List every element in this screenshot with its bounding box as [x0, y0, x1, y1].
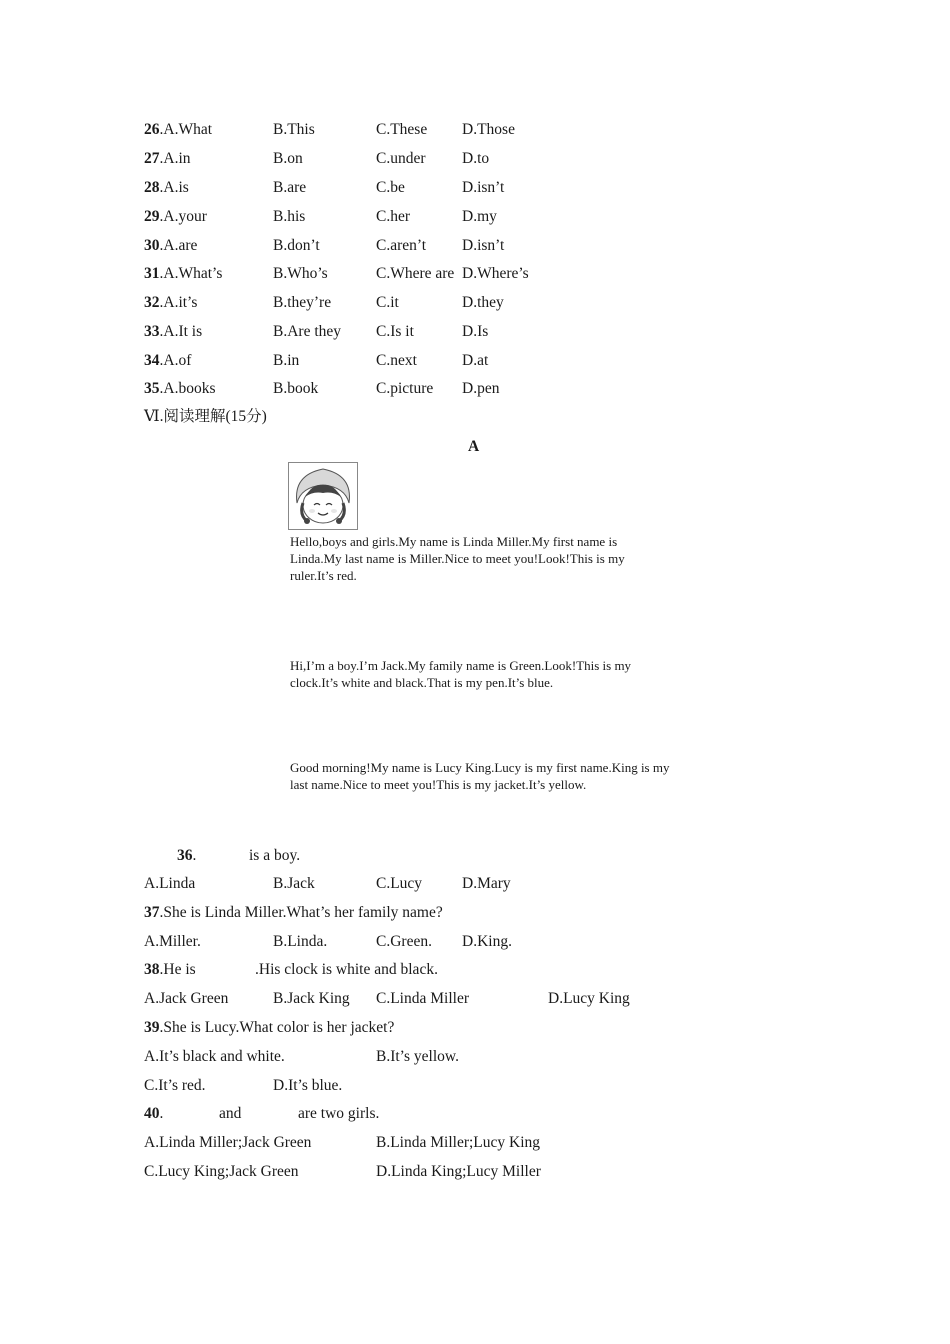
option-b: B.Linda Miller;Lucy King: [376, 1134, 541, 1151]
option-a: A.Linda: [144, 875, 196, 892]
question-40-stem: 40. and are two girls.: [0, 1102, 950, 1126]
option-b: B.Jack King: [273, 990, 350, 1007]
option-c: C.These: [376, 121, 428, 138]
question-number: 35: [144, 380, 160, 397]
question-number: 31: [144, 265, 160, 282]
option-a: .A.it’s: [159, 294, 198, 311]
question-39-options-1: [0, 1045, 950, 1069]
passage-label: A: [468, 438, 480, 455]
option-b: B.It’s yellow.: [376, 1048, 459, 1065]
option-b: B.are: [273, 179, 307, 196]
option-d: D.they: [462, 294, 504, 311]
option-a: .A.It is: [159, 323, 203, 340]
option-a: A.It’s black and white.: [144, 1048, 285, 1065]
question-number: 38: [144, 961, 160, 978]
option-a: .A.of: [159, 352, 192, 369]
option-a: .A.in: [159, 150, 191, 167]
section-title: Ⅵ.阅读理解(15分): [144, 408, 267, 425]
option-a: .A.are: [159, 237, 198, 254]
option-d: D.Those: [462, 121, 515, 138]
option-d: D.King.: [462, 933, 512, 950]
passage-linda: Hello,boys and girls.My name is Linda Miller.My first name is Linda.My last name is Miller.Nice to meet you!Look!This is my ruler.It’s red.: [290, 534, 625, 583]
girl-avatar-image: [288, 462, 358, 530]
option-a: .A.What’s: [159, 265, 223, 282]
question-number: 37: [144, 904, 160, 921]
option-a: A.Linda Miller;Jack Green: [144, 1134, 312, 1151]
question-number: 28: [144, 179, 160, 196]
question-31: [0, 262, 950, 286]
question-number: 39: [144, 1019, 160, 1036]
question-stem-text: is a boy.: [249, 847, 301, 864]
option-d: D.to: [462, 150, 490, 167]
question-number: 27: [144, 150, 160, 167]
question-35: [0, 377, 950, 401]
option-c: C.her: [376, 208, 411, 225]
option-d: D.pen: [462, 380, 500, 397]
option-d: D.It’s blue.: [273, 1077, 343, 1094]
option-c: C.be: [376, 179, 405, 196]
question-stem-and: and: [219, 1105, 242, 1122]
option-a: .A.books: [159, 380, 216, 397]
passage-jack: Hi,I’m a boy.I’m Jack.My family name is Green.Look!This is my clock.It’s white and black.That is my pen.It’s blue.: [290, 658, 632, 690]
option-a: A.Miller.: [144, 933, 201, 950]
question-40-options-2: [0, 1160, 950, 1184]
option-b: B.Who’s: [273, 265, 328, 282]
option-b: B.in: [273, 352, 300, 369]
option-b: B.his: [273, 208, 306, 225]
question-39-options-2: [0, 1074, 950, 1098]
option-c: C.Green.: [376, 933, 432, 950]
option-a: .A.What: [159, 121, 213, 138]
question-38-options: [0, 987, 950, 1011]
option-b: B.don’t: [273, 237, 320, 254]
option-a: .A.is: [159, 179, 189, 196]
option-d: D.Linda King;Lucy Miller: [376, 1163, 541, 1180]
option-c: C.It’s red.: [144, 1077, 206, 1094]
question-37-options: [0, 930, 950, 954]
question-29: [0, 205, 950, 229]
option-c: C.Where are: [376, 265, 455, 282]
question-number: 33: [144, 323, 160, 340]
question-number: 26: [144, 121, 160, 138]
question-38-stem: 38.He is .His clock is white and black.: [0, 958, 950, 982]
question-stem-text: are two girls.: [298, 1105, 380, 1122]
question-36-stem: 36. is a boy.: [0, 844, 950, 868]
option-c: C.under: [376, 150, 426, 167]
girl-face-icon: [289, 463, 357, 529]
option-b: B.This: [273, 121, 315, 138]
option-d: D.isn’t: [462, 179, 505, 196]
option-c: C.it: [376, 294, 399, 311]
question-32: [0, 291, 950, 315]
question-27: [0, 147, 950, 171]
question-34: [0, 349, 950, 373]
question-26: [0, 118, 950, 142]
option-b: B.Are they: [273, 323, 342, 340]
option-d: D.my: [462, 208, 497, 225]
question-39-stem: 39.She is Lucy.What color is her jacket?: [144, 1019, 395, 1036]
question-number: 40: [144, 1105, 160, 1122]
question-30: [0, 234, 950, 258]
option-c: C.picture: [376, 380, 434, 397]
option-b: B.they’re: [273, 294, 332, 311]
option-d: D.Where’s: [462, 265, 529, 282]
question-number: 34: [144, 352, 160, 369]
question-number: 30: [144, 237, 160, 254]
question-33: [0, 320, 950, 344]
option-a: .A.your: [159, 208, 207, 225]
question-number: 32: [144, 294, 160, 311]
option-d: D.at: [462, 352, 489, 369]
question-number: 29: [144, 208, 160, 225]
passage-lucy: Good morning!My name is Lucy King.Lucy is my first name.King is my last name.Nice to meet you!This is my jacket.It’s yellow.: [290, 760, 670, 792]
option-d: D.Lucy King: [548, 990, 630, 1007]
option-c: C.Lucy: [376, 875, 423, 892]
question-36-options: [0, 872, 950, 896]
option-c: C.Lucy King;Jack Green: [144, 1163, 299, 1180]
option-c: C.aren’t: [376, 237, 427, 254]
option-b: B.on: [273, 150, 303, 167]
option-a: A.Jack Green: [144, 990, 229, 1007]
option-b: B.Linda.: [273, 933, 328, 950]
option-d: D.isn’t: [462, 237, 505, 254]
question-28: [0, 176, 950, 200]
option-d: D.Mary: [462, 875, 511, 892]
option-c: C.next: [376, 352, 417, 369]
question-40-options-1: [0, 1131, 950, 1155]
question-stem-text: .His clock is white and black.: [255, 961, 438, 978]
question-number: 36: [177, 847, 193, 864]
option-c: C.Is it: [376, 323, 414, 340]
option-d: D.Is: [462, 323, 489, 340]
option-b: B.Jack: [273, 875, 315, 892]
question-37-stem: 37.She is Linda Miller.What’s her family name?: [144, 904, 443, 921]
option-c: C.Linda Miller: [376, 990, 469, 1007]
option-b: B.book: [273, 380, 319, 397]
